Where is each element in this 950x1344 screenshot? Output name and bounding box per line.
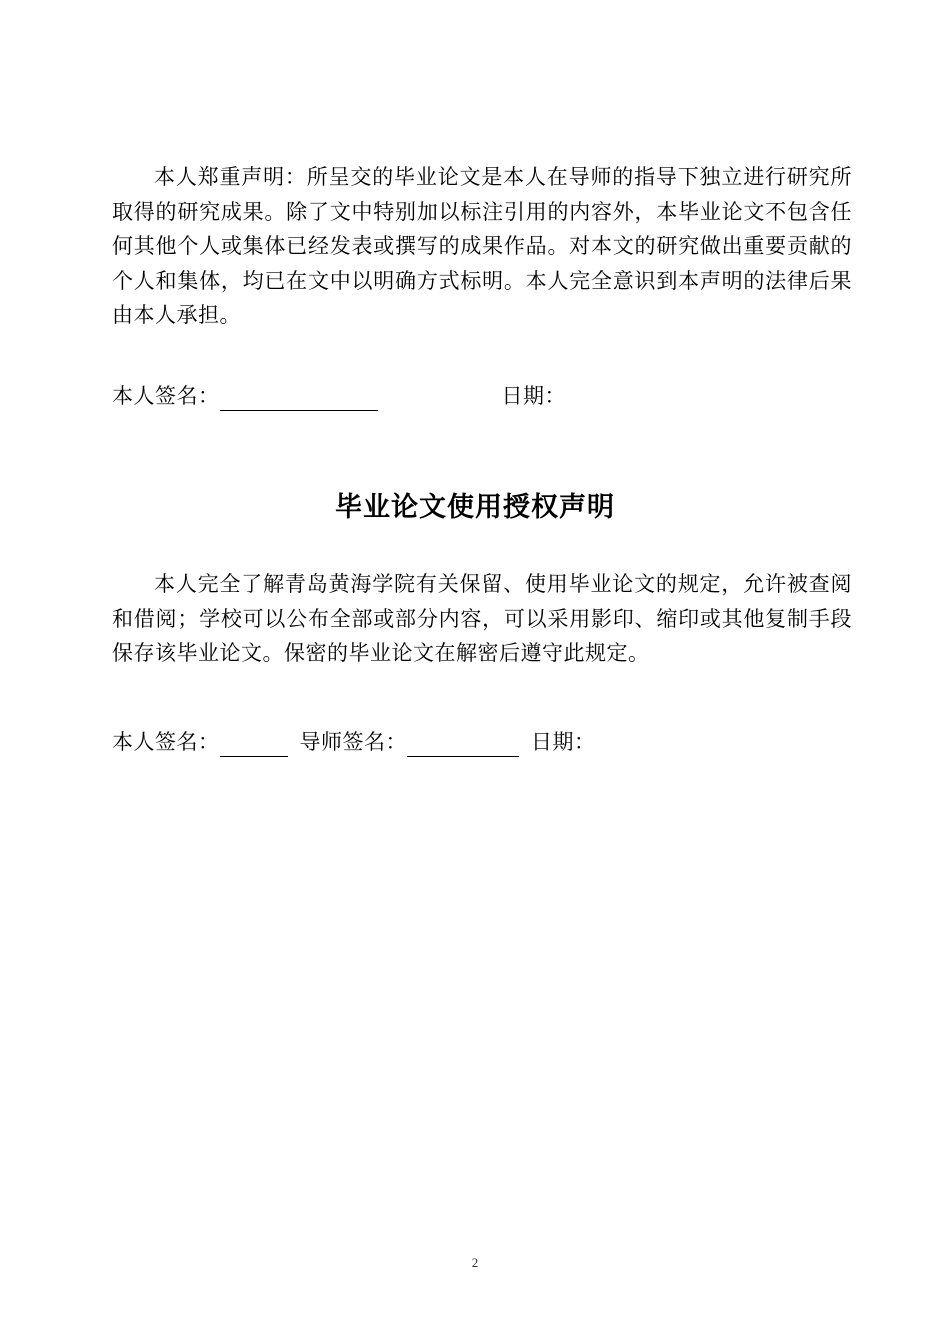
advisor-signature-label: 导师签名： [299, 730, 407, 754]
advisor-signature-line[interactable] [407, 732, 519, 757]
page-number: 2 [471, 1255, 479, 1270]
signature-line[interactable] [220, 732, 288, 757]
signature-line[interactable] [220, 386, 378, 411]
declaration-paragraph: 本人郑重声明：所呈交的毕业论文是本人在导师的指导下独立进行研究所取得的研究成果。除了文中特别加以标注引用的内容外，本毕业论文不包含任何其他个人或集体已经发表或撰写的成果作品。对本文的研究做出重要贡献的个人和集体，均已在文中以明确方式标明。本人完全意识到本声明的法律后果由本人承担。 [112, 165, 852, 327]
date-label: 日期： [531, 730, 596, 754]
authorization-signature-row [112, 727, 596, 757]
signature-label: 本人签名： [112, 730, 220, 754]
date-label: 日期： [501, 384, 566, 408]
authorization-title: 毕业论文使用授权声明 [335, 492, 615, 523]
signature-label: 本人签名： [112, 384, 220, 408]
declaration-signature-row [112, 381, 566, 411]
authorization-paragraph: 本人完全了解青岛黄海学院有关保留、使用毕业论文的规定，允许被查阅和借阅；学校可以公布全部或部分内容，可以采用影印、缩印或其他复制手段保存该毕业论文。保密的毕业论文在解密后遵守此规定。 [112, 572, 852, 665]
